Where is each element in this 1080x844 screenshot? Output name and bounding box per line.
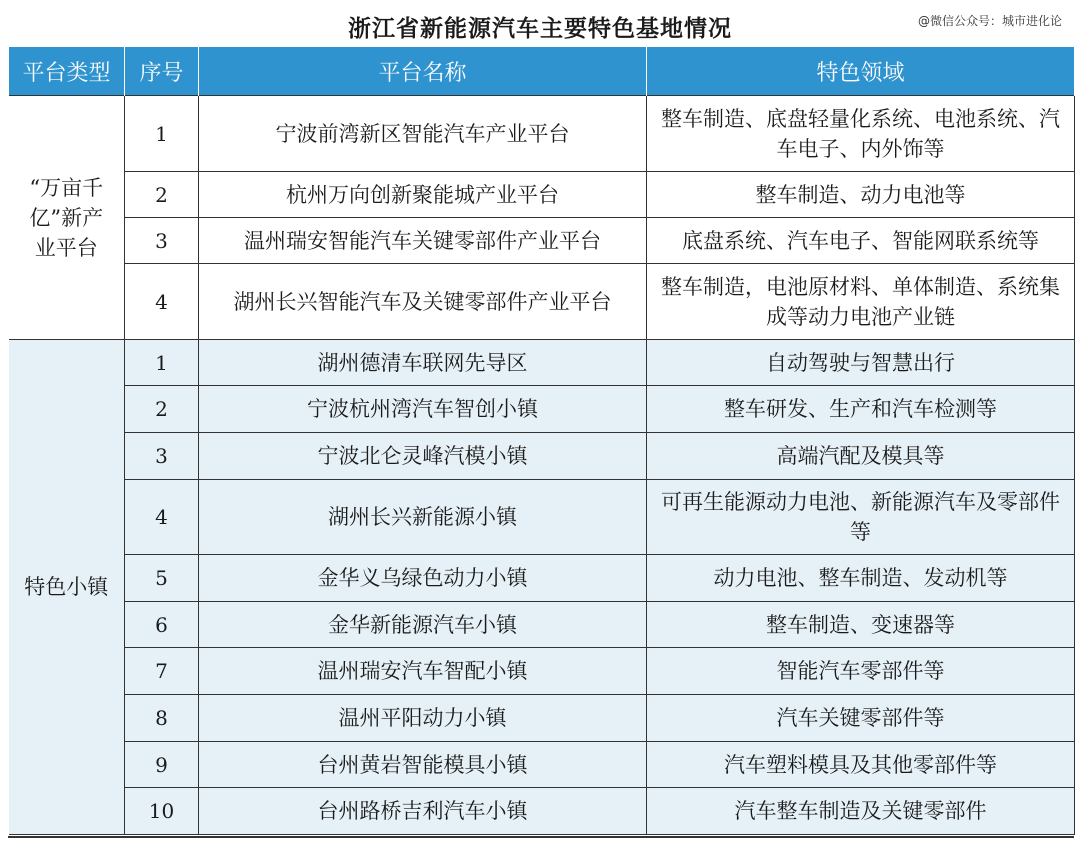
row-number: 3 [125, 218, 199, 264]
table-title: 浙江省新能源汽车主要特色基地情况 [348, 16, 732, 42]
feature-field: 汽车整车制造及关键零部件 [647, 788, 1075, 835]
platform-name: 温州瑞安智能汽车关键零部件产业平台 [199, 218, 647, 264]
table-row [9, 172, 1075, 218]
feature-field: 整车制造、变速器等 [647, 602, 1075, 648]
header-number: 序号 [125, 47, 199, 96]
table-row [9, 742, 1075, 788]
table-row [9, 602, 1075, 648]
group-platforms [9, 96, 1075, 340]
platform-name: 杭州万向创新聚能城产业平台 [199, 172, 647, 218]
feature-field: 整车研发、生产和汽车检测等 [647, 386, 1075, 433]
platform-name: 金华新能源汽车小镇 [199, 602, 647, 648]
feature-field: 可再生能源动力电池、新能源汽车及零部件等 [647, 480, 1075, 555]
table-row [9, 264, 1075, 340]
table-row [9, 648, 1075, 695]
table-row [9, 340, 1075, 386]
platform-name: 宁波杭州湾汽车智创小镇 [199, 386, 647, 433]
row-number: 7 [125, 648, 199, 695]
feature-field: 动力电池、整车制造、发动机等 [647, 555, 1075, 602]
header-name: 平台名称 [199, 47, 647, 96]
table-row [9, 96, 1075, 172]
table-row [9, 695, 1075, 742]
platform-name: 台州黄岩智能模具小镇 [199, 742, 647, 788]
table-row [9, 386, 1075, 433]
watermark: @微信公众号：城市进化论 [917, 14, 1062, 28]
platform-name: 湖州德清车联网先导区 [199, 340, 647, 386]
row-number: 5 [125, 555, 199, 602]
feature-field: 汽车塑料模具及其他零部件等 [647, 742, 1075, 788]
row-number: 1 [125, 340, 199, 386]
row-number: 4 [125, 480, 199, 555]
row-number: 2 [125, 172, 199, 218]
table-row [9, 433, 1075, 480]
row-number: 10 [125, 788, 199, 835]
group-type-cell: “万亩千亿”新产业平台 [9, 96, 125, 340]
group-towns [9, 340, 1075, 835]
platform-name: 台州路桥吉利汽车小镇 [199, 788, 647, 835]
feature-field: 底盘系统、汽车电子、智能网联系统等 [647, 218, 1075, 264]
table-bottom-rule [8, 836, 1074, 838]
header-type: 平台类型 [9, 47, 125, 96]
feature-field: 高端汽配及模具等 [647, 433, 1075, 480]
row-number: 9 [125, 742, 199, 788]
platform-name: 宁波前湾新区智能汽车产业平台 [199, 96, 647, 172]
platform-name: 湖州长兴智能汽车及关键零部件产业平台 [199, 264, 647, 340]
group-type-cell: 特色小镇 [9, 340, 125, 835]
row-number: 3 [125, 433, 199, 480]
platform-name: 温州瑞安汽车智配小镇 [199, 648, 647, 695]
feature-field: 汽车关键零部件等 [647, 695, 1075, 742]
feature-field: 智能汽车零部件等 [647, 648, 1075, 695]
header-row [9, 47, 1075, 96]
row-number: 4 [125, 264, 199, 340]
feature-field: 整车制造、动力电池等 [647, 172, 1075, 218]
platform-name: 湖州长兴新能源小镇 [199, 480, 647, 555]
row-number: 2 [125, 386, 199, 433]
bases-table [8, 47, 1075, 835]
table-row [9, 218, 1075, 264]
feature-field: 整车制造，电池原材料、单体制造、系统集成等动力电池产业链 [647, 264, 1075, 340]
row-number: 1 [125, 96, 199, 172]
table-row [9, 555, 1075, 602]
platform-name: 温州平阳动力小镇 [199, 695, 647, 742]
table-row [9, 788, 1075, 835]
platform-name: 金华义乌绿色动力小镇 [199, 555, 647, 602]
header-field: 特色领域 [647, 47, 1075, 96]
row-number: 6 [125, 602, 199, 648]
platform-name: 宁波北仑灵峰汽模小镇 [199, 433, 647, 480]
row-number: 8 [125, 695, 199, 742]
feature-field: 整车制造、底盘轻量化系统、电池系统、汽车电子、内外饰等 [647, 96, 1075, 172]
feature-field: 自动驾驶与智慧出行 [647, 340, 1075, 386]
table-row [9, 480, 1075, 555]
